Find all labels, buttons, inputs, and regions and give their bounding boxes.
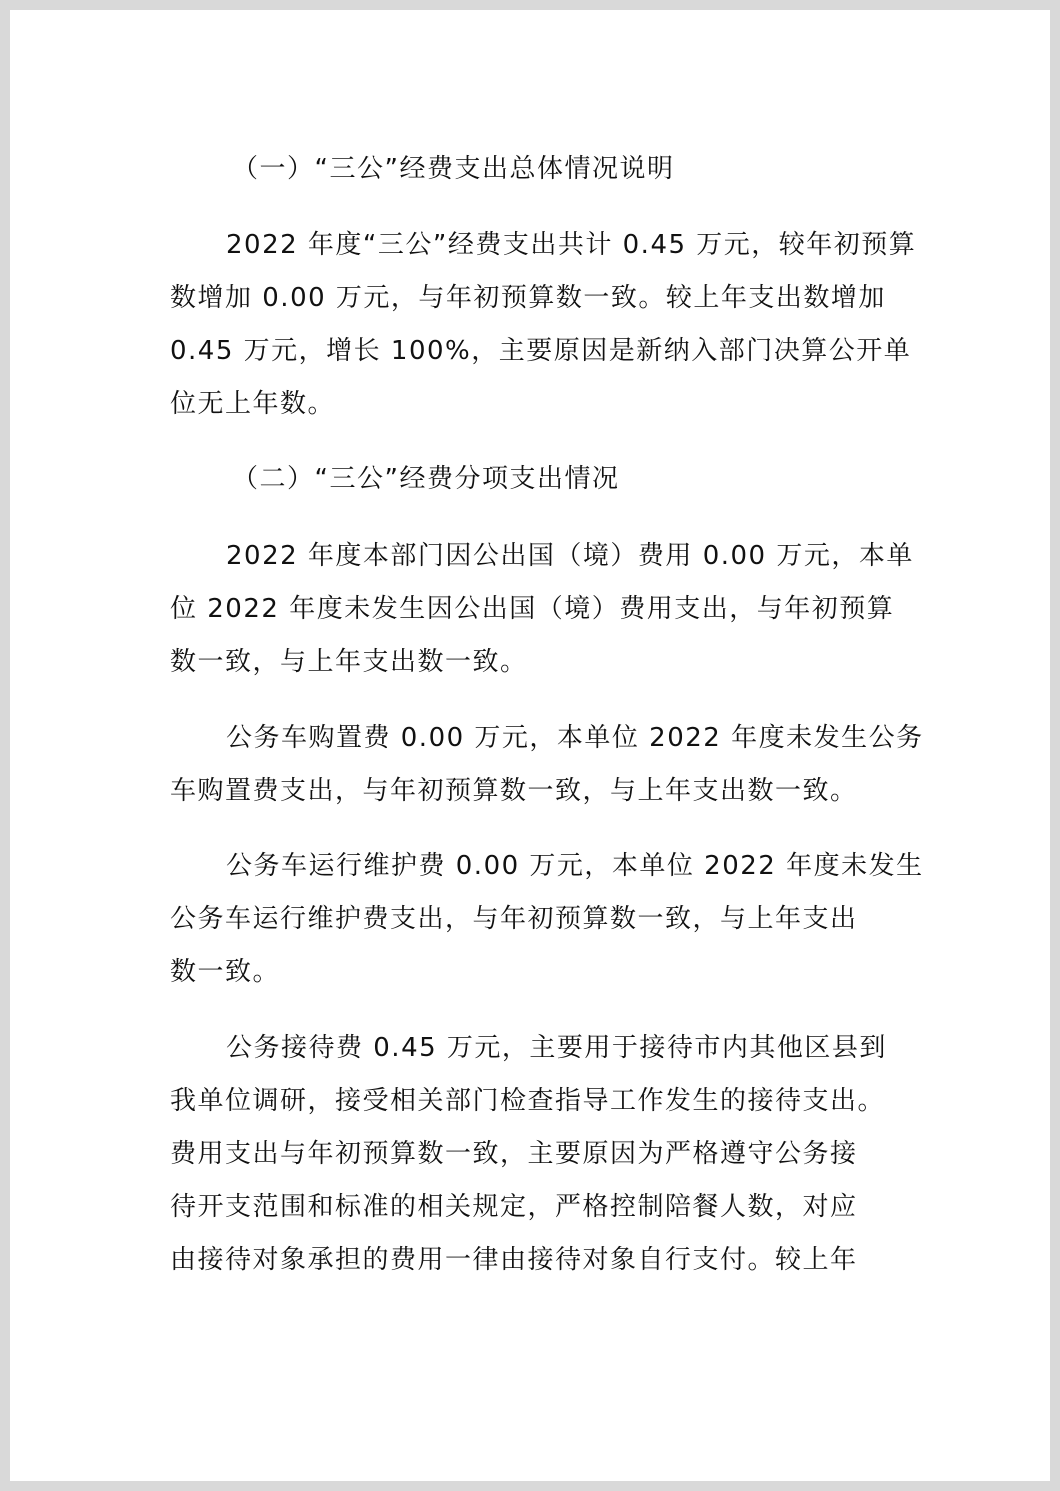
paragraph-line: 0.45 万元，增长 100%，主要原因是新纳入部门决算公开单: [170, 336, 912, 366]
paragraph-line: 公务车运行维护费 0.00 万元，本单位 2022 年度未发生: [226, 851, 924, 881]
section1-heading: （一）“三公”经费支出总体情况说明: [232, 154, 675, 184]
document-page: [10, 10, 1050, 1481]
paragraph-line: 我单位调研，接受相关部门检查指导工作发生的接待支出。: [170, 1086, 886, 1116]
paragraph-line: 车购置费支出，与年初预算数一致，与上年支出数一致。: [170, 776, 858, 806]
paragraph-line: 2022 年度本部门因公出国（境）费用 0.00 万元，本单: [226, 541, 914, 571]
paragraph-line: 数一致。: [170, 957, 281, 987]
paragraph-line: 公务接待费 0.45 万元，主要用于接待市内其他区县到: [226, 1033, 887, 1063]
paragraph-line: 数一致，与上年支出数一致。: [170, 647, 528, 677]
paragraph-line: 由接待对象承担的费用一律由接待对象自行支付。较上年: [170, 1245, 858, 1275]
paragraph-line: 数增加 0.00 万元，与年初预算数一致。较上年支出数增加: [170, 283, 886, 313]
paragraph-line: 公务车运行维护费支出，与年初预算数一致，与上年支出: [170, 904, 858, 934]
section2-heading: （二）“三公”经费分项支出情况: [232, 464, 620, 494]
paragraph-line: 费用支出与年初预算数一致，主要原因为严格遵守公务接: [170, 1139, 858, 1169]
paragraph-line: 待开支范围和标准的相关规定，严格控制陪餐人数，对应: [170, 1192, 858, 1222]
paragraph-line: 公务车购置费 0.00 万元，本单位 2022 年度未发生公务: [226, 723, 924, 753]
paragraph-line: 位 2022 年度未发生因公出国（境）费用支出，与年初预算: [170, 594, 895, 624]
paragraph-line: 2022 年度“三公”经费支出共计 0.45 万元，较年初预算: [226, 230, 917, 260]
paragraph-line: 位无上年数。: [170, 389, 336, 419]
